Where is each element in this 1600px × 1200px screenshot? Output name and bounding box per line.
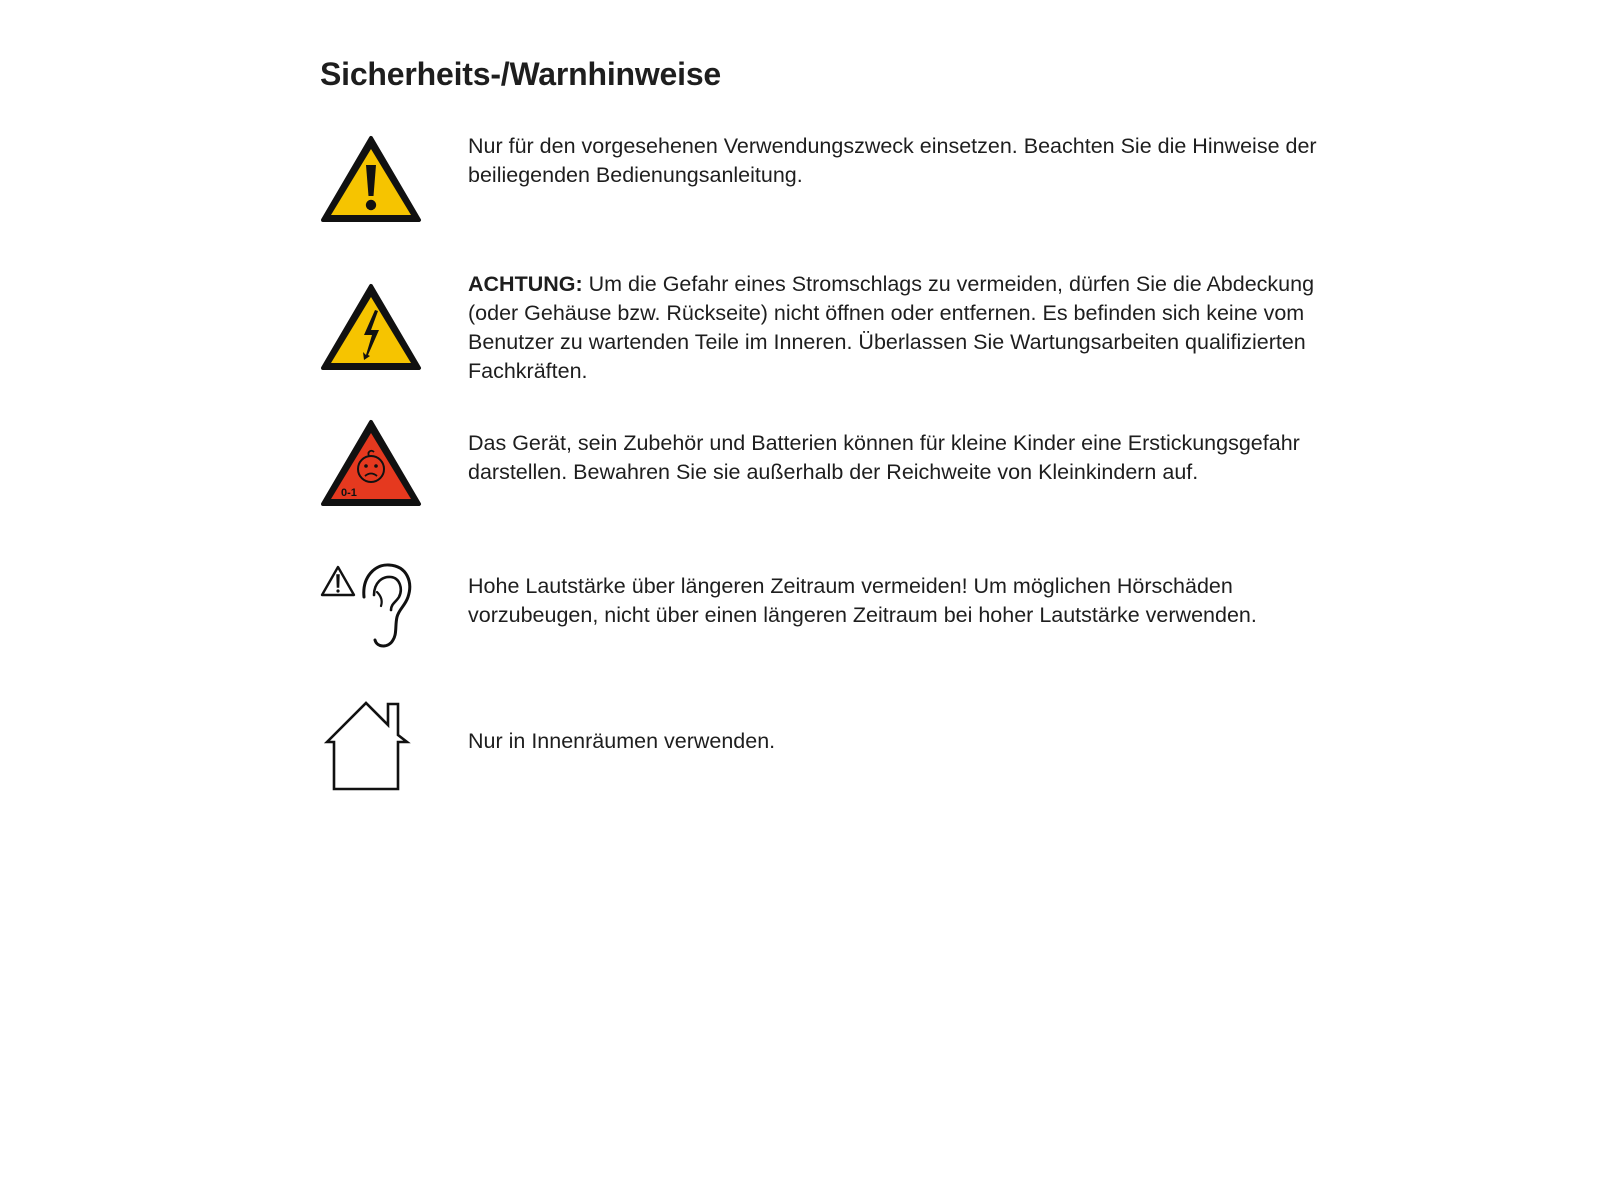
notice-text: Hohe Lautstärke über längeren Zeitraum vermeiden! Um möglichen Hörschäden vorzubeugen, nicht über einen längeren Zeitraum bei hoher Lautstärke verwenden.: [468, 574, 1257, 627]
page-title: Sicherheits-/Warnhinweise: [320, 56, 722, 92]
notice-text: Nur für den vorgesehenen Verwendungszweck einsetzen. Beachten Sie die Hinweise der beiliegenden Bedienungsanleitung.: [468, 134, 1317, 187]
electric-shock-warning-icon: [319, 280, 423, 376]
notice-indoor-use: [319, 700, 1379, 796]
notice-choking-hazard: [319, 416, 1379, 512]
notice-electric-shock: [319, 270, 1379, 386]
hearing-damage-icon: [319, 562, 423, 658]
age-label: 0-1: [341, 487, 357, 499]
notice-text: [468, 270, 1368, 386]
general-warning-icon: [319, 132, 423, 228]
notice-text: Das Gerät, sein Zubehör und Batterien können für kleine Kinder eine Erstickungsgefahr darstellen. Bewahren Sie sie außerhalb der Reichweite von Kleinkindern auf.: [468, 431, 1300, 484]
notice-label: ACHTUNG:: [468, 272, 583, 296]
notice-text: Nur in Innenräumen verwenden.: [468, 729, 776, 753]
choking-hazard-icon: [319, 416, 423, 512]
notice-body: Um die Gefahr eines Stromschlags zu vermeiden, dürfen Sie die Abdeckung (oder Gehäuse bzw. Rückseite) nicht öffnen oder entfernen. Es befinden sich keine vom Benutzer zu wartenden Teile im Inneren. Überlassen Sie Wartungsarbeiten qualifizierten Fachkräften.: [468, 272, 1315, 383]
indoor-use-only-icon: [319, 700, 423, 796]
notice-hearing-damage: [319, 562, 1379, 658]
notice-general-warning: [319, 132, 1379, 228]
